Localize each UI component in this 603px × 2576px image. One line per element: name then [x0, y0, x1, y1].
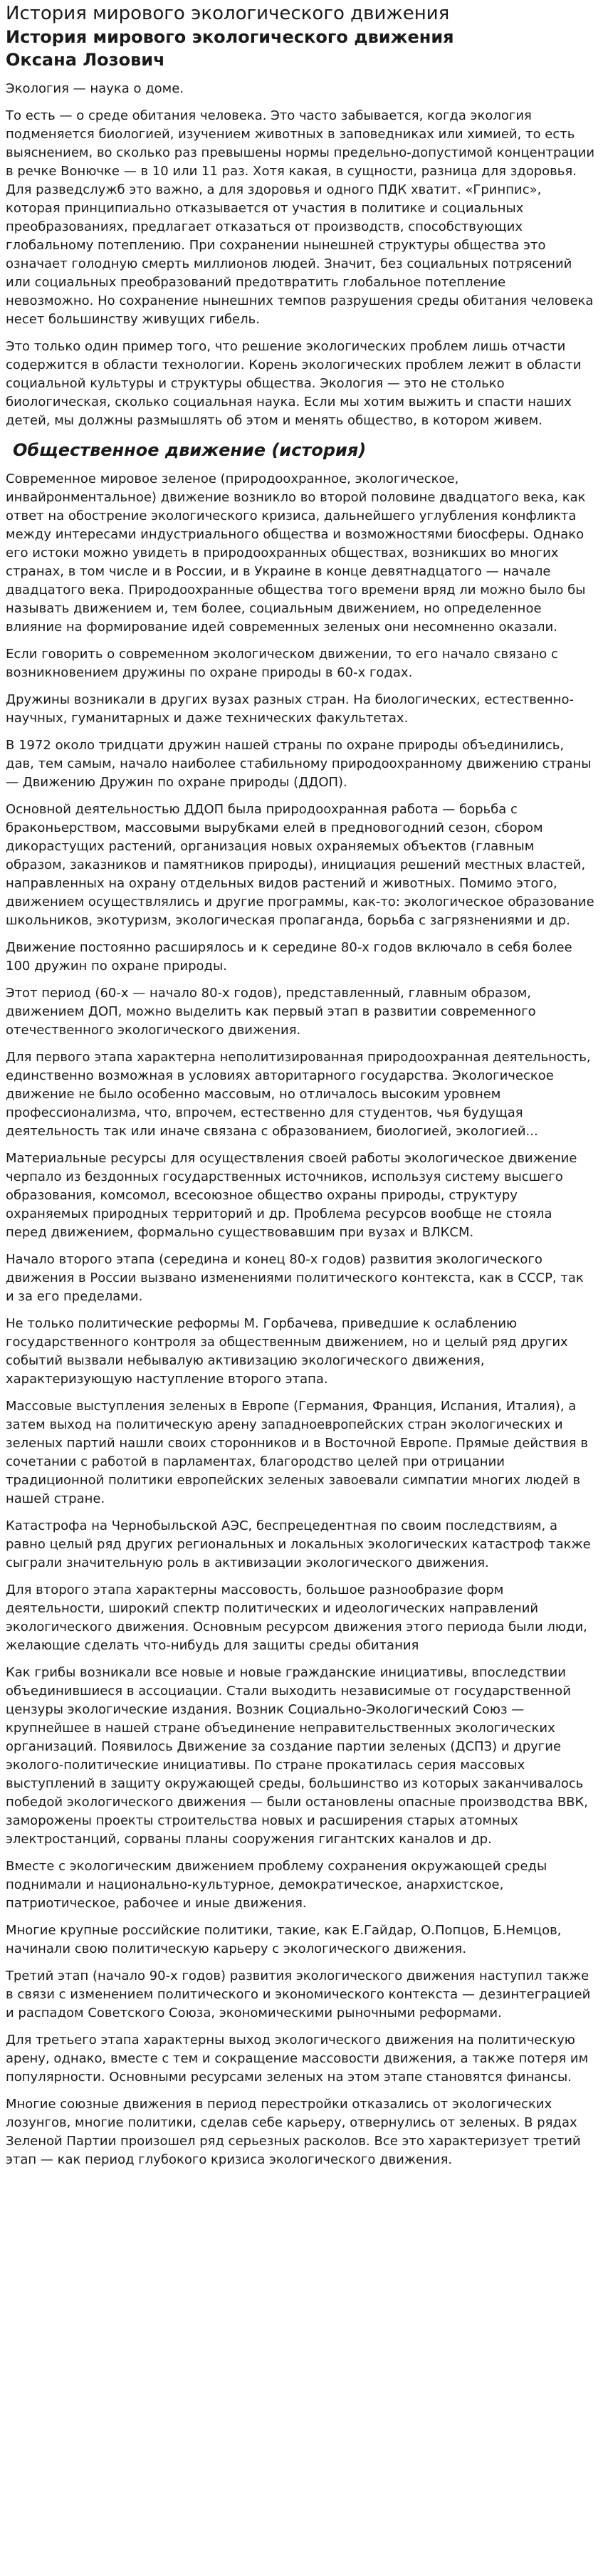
paragraph: То есть — о среде обитания человека. Это часто забывается, когда экология подменяется биологией, изучением животных в заповедниках или химией, то есть выяснением, во сколько раз превышены нормы предельно-допустимой концентрации в речке Вонючке — в 10 или 11 раз. Хотя какая, в сущности, разница для здоровья. Для разведслужб это важно, а для здоровья и одного ПДК хватит. «Гринпис», которая принципиально отказывается от участия в политике и социальных преобразованиях, предлагает отказаться от производств, способствующих глобальному потеплению. При сохранении нынешней структуры общества это означает голодную смерть миллионов людей. Значит, без социальных потрясений или социальных преобразований предотвратить глобальное потепление невозможно. Но сохранение нынешних темпов разрушения среды обитания человека несет большинству живущих гибель.: [6, 108, 595, 327]
paragraph: Основной деятельностью ДДОП была природоохранная работа — борьба с браконьерством, массовыми вырубками елей в предновогодний сезон, сбором дикорастущих растений, организация новых охраняемых объектов (главным образом, заказников и памятников природы), инициация решений местных властей, направленных на охрану отдельных видов растений и животных. Помимо этого, движением осуществлялись и другие программы, как-то: экологическое образование школьников, экотуризм, экологическая пропаганда, борьба с загрязнениями и др.: [6, 802, 594, 928]
paragraph: Движение постоянно расширялось и к середине 80-х годов включало в себя более 100 дружин по охране природы.: [6, 940, 572, 974]
paragraph: Не только политические реформы М. Горбачева, приведшие к ослаблению государственного контроля за общественным движением, но и целый ряд других событий вызвали небывалую активизацию экологического движения, характеризующую наступление второго этапа.: [6, 1316, 568, 1387]
paragraph: Начало второго этапа (середина и конец 80-х годов) развития экологического движения в России вызвано изменениями политического контекста, как в СССР, так и за его пределами.: [6, 1252, 584, 1304]
paragraph: Многие крупные российские политики, такие, как Е.Гайдар, О.Попцов, Б.Немцов, начинали свою политическую карьеру с экологического движения.: [6, 1923, 562, 1956]
paragraph: Дружины возникали в других вузах разных стран. На биологических, естественно-научных, гуманитарных и даже технических факультетах.: [6, 692, 574, 726]
paragraph: Для первого этапа характерна неполитизированная природоохранная деятельность, единственно возможная в условиях авторитарного государства. Экологическое движение не было особенно массовым, но отличалось высоким уровнем профессионализма, что, впрочем, естественно для студентов, чья будущая деятельность так или иначе связана с образованием, биологией, экологией...: [6, 1050, 591, 1139]
paragraph: Для второго этапа характерны массовость, большое разнообразие форм деятельности, широкий спектр политических и идеологических направлений экологического движения. Основным ресурсом движения этого периода были люди, желающие сделать что-нибудь для защиты среды обитания: [6, 1582, 587, 1653]
paragraph: Третий этап (начало 90-х годов) развития экологического движения наступил также в связи с изменением политического и экономического контекста — дезинтеграцией и распадом Советского Союза, экономическими рыночными реформами.: [6, 1968, 591, 2020]
paragraph: Если говорить о современном экологическом движении, то его начало связано с возникновением дружины по охране природы в 60-х годах.: [6, 647, 558, 680]
page-title: История мирового экологического движения: [6, 3, 450, 24]
paragraph: Вместе с экологическим движением проблему сохранения окружающей среды поднимали и национально-культурное, демократическое, анархистское, патриотическое, рабочее и иные движения.: [6, 1859, 547, 1911]
paragraph: В 1972 около тридцати дружин нашей страны по охране природы объединились, дав, тем самым, начало наиболее стабильному природоохранному движению страны — Движению Дружин по охране природы (ДДОП).: [6, 738, 592, 790]
intro-line: Экология — наука о доме.: [6, 81, 184, 96]
paragraphs-after: [6, 470, 596, 2169]
paragraph: Как грибы возникали все новые и новые гражданские инициативы, впоследствии объединившиеся в ассоциации. Стали выходить независимые от государственной цензуры экологические издания. Возник Социально-Экологический Союз — крупнейшее в нашей стране объединение неправительственных экологических организаций. Появилось Движение за создание партии зеленых (ДСПЗ) и другие эколого-политические инициативы. По стране прокатилась серия массовых выступлений в защиту окружающей среды, большинство из которых заканчивалось победой экологического движения — были остановлены опасные производства ВВК, заморожены проекты строительства новых и расширения старых атомных электростанций, сорваны планы сооружения гигантских каналов и др.: [6, 1665, 589, 1847]
section-heading: Общественное движение (история): [13, 440, 367, 460]
article-subtitle: История мирового экологического движения: [6, 27, 454, 47]
paragraph: Это только один пример того, что решение экологических проблем лишь отчасти содержится в области технологии. Корень экологических проблем лежит в области социальной культуры и структуры общества. Экология — это не столько биологическая, сколько социальная наука. Если мы хотим выжить и спасти наших детей, мы должны размышлять об этом и менять общество, в котором живем.: [6, 339, 582, 428]
paragraph: Материальные ресурсы для осуществления своей работы экологическое движение черпало из бездонных государственных источников, используя систему высшего образования, комсомол, всесоюзное общество охраны природы, структуру охраняемых природных территорий и др. Проблема ресурсов вообще не стояла перед движением, формально существовавшим при вузах и ВЛКСМ.: [6, 1151, 577, 1240]
paragraph: Катастрофа на Чернобыльской АЭС, беспрецедентная по своим последствиям, а равно целый ряд других региональных и локальных экологических катастроф также сыграли значительную роль в активизации экологического движения.: [6, 1518, 591, 1570]
paragraph: Современное мировое зеленое (природоохранное, экологическое, инвайронментальное) движение возникло во второй половине двадцатого века, как ответ на обострение экологического кризиса, дальнейшего углубления конфликта между интересами индустриального общества и возможностями биосферы. Однако его истоки можно увидеть в природоохранных обществах, возникших во многих странах, в том числе и в России, и в Украине в конце девятнадцатого — начале двадцатого века. Природоохранные общества того времени вряд ли можно было бы называть движением и, тем более, социальным движением, но определенное влияние на формирование идей современных зеленых они несомненно оказали.: [6, 471, 586, 635]
paragraph: Массовые выступления зеленых в Европе (Германия, Франция, Испания, Италия), а затем выход на политическую арену западноевропейских стран экологических и зеленых партий нашли своих сторонников и в Восточной Европе. Прямые действия в сочетании с работой в парламентах, благородство целей при отрицании традиционной политики европейских зеленых завоевали симпатии многих людей в нашей стране.: [6, 1399, 588, 1506]
author-name: Оксана Лозович: [6, 50, 165, 70]
paragraph: Многие союзные движения в период перестройки отказались от экологических лозунгов, многие политики, сделав себе карьеру, отвернулись от зеленых. В рядах Зеленой Партии произошел ряд серьезных расколов. Все это характеризует третий этап — как период глубокого кризиса экологического движения.: [6, 2097, 581, 2167]
paragraph: Для третьего этапа характерны выход экологического движения на политическую арену, однако, вместе с тем и сокращение массовости движения, а также потеря им популярности. Основными ресурсами зеленых на этом этапе становятся финансы.: [6, 2033, 589, 2085]
paragraphs-before: [6, 107, 596, 430]
paragraph: Этот период (60-х — начало 80-х годов), представленный, главным образом, движением ДОП, можно выделить как первый этап в развитии современного отечественного экологического движения.: [6, 986, 536, 1038]
